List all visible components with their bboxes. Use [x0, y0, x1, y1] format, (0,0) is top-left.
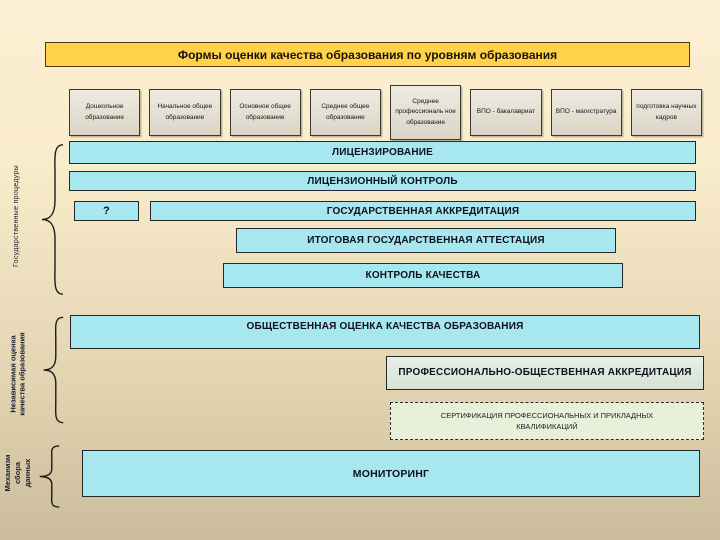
group-label-independent-assessment: Независимая оценка качества образования [8, 332, 27, 416]
band-final-state-attestation: ИТОГОВАЯ ГОСУДАРСТВЕННАЯ АТТЕСТАЦИЯ [236, 228, 616, 253]
level-secondary-general: Среднее общее образование [310, 89, 381, 136]
band-monitoring: МОНИТОРИНГ [82, 450, 700, 497]
brace-state-procedures [38, 140, 66, 299]
band-public-assessment: ОБЩЕСТВЕННАЯ ОЦЕНКА КАЧЕСТВА ОБРАЗОВАНИЯ [70, 315, 700, 349]
education-levels-row [69, 85, 702, 140]
level-preschool: Дошкольное образование [69, 89, 140, 136]
level-vpo-master: ВПО - магистратура [551, 89, 622, 136]
level-secondary-professional: Среднее профессиональ ное образование [390, 85, 461, 140]
band-licensing: ЛИЦЕНЗИРОВАНИЕ [69, 141, 696, 164]
level-basic-general: Основное общее образование [230, 89, 301, 136]
band-question-mark: ? [74, 201, 139, 221]
brace-independent-assessment [40, 314, 66, 426]
level-primary-general: Начальное общее образование [149, 89, 220, 136]
band-license-control: ЛИЦЕНЗИОННЫЙ КОНТРОЛЬ [69, 171, 696, 191]
level-vpo-bachelor: ВПО - бакалавриат [470, 89, 541, 136]
band-certification: СЕРТИФИКАЦИЯ ПРОФЕССИОНАЛЬНЫХ И ПРИКЛАДНЫХ КВАЛИФИКАЦИЙ [390, 402, 704, 440]
band-professional-public-accreditation: ПРОФЕССИОНАЛЬНО-ОБЩЕСТВЕННАЯ АККРЕДИТАЦИЯ [386, 356, 704, 390]
brace-data-collection [36, 444, 62, 509]
band-quality-control: КОНТРОЛЬ КАЧЕСТВА [223, 263, 623, 288]
slide-title: Формы оценки качества образования по уровням образования [45, 42, 690, 67]
group-label-data-collection: Механизм сбора данных [3, 454, 33, 492]
group-label-state-procedures: Государственные процедуры [13, 165, 20, 267]
level-scientific-personnel: подготовка научных кадров [631, 89, 702, 136]
band-state-accreditation: ГОСУДАРСТВЕННАЯ АККРЕДИТАЦИЯ [150, 201, 696, 221]
